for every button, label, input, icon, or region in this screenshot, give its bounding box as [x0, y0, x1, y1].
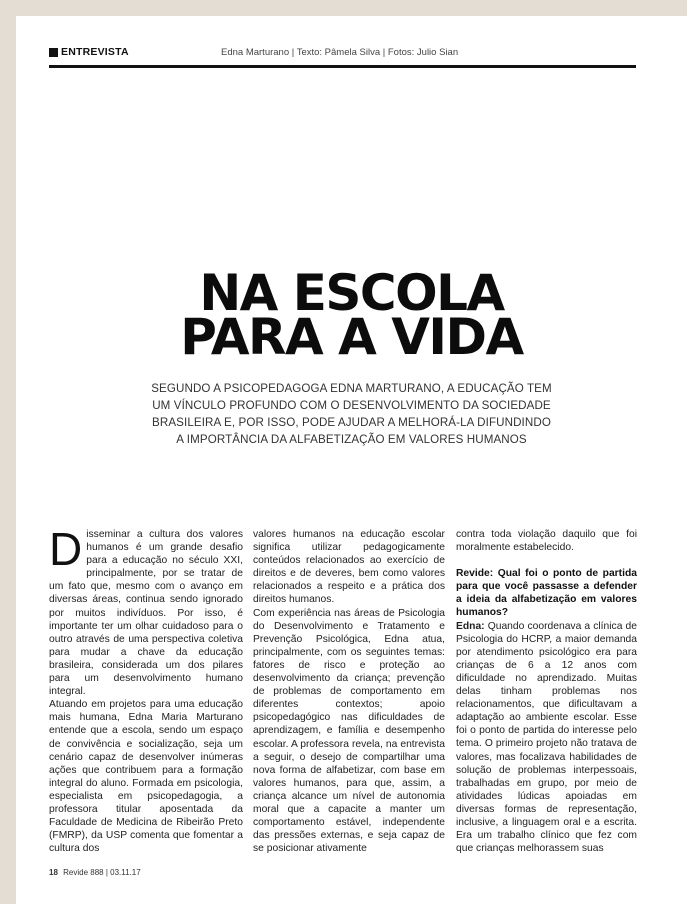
deck-line-4: A IMPORTÂNCIA DA ALFABETIZAÇÃO EM VALORES HUMANOS — [176, 433, 527, 446]
headline-line-2: PARA A VIDA — [180, 308, 523, 366]
answer-text: Quando coordenava a clínica de Psicologia do HCRP, a maior demanda por atendimento psicológico era para crianças de 6 a 12 anos com dificuldade no aprendizado. Muitas delas tinham problemas nos relacionamentos, que dificultavam a adaptação ao ambiente escolar. Esse foi o ponto de partida do interesse pelo tema. O primeiro projeto não tratava de valores, mas focalizava habilidades de solução de problemas interpessoais, trabalhadas em grupo, por meio de atividades lúdicas apoiadas em diversas formas de representação, inclusive, a linguagem oral e a escrita. Era um trabalho clínico que fez com que crianças melhorassem suas — [456, 620, 637, 855]
drop-cap: D — [49, 523, 83, 575]
publication-info: Revide 888 | 03.11.17 — [63, 868, 141, 877]
section-title: ENTREVISTA — [61, 46, 129, 58]
column-1 — [49, 523, 243, 855]
magazine-page — [16, 16, 687, 904]
headline-line-1: NA ESCOLA — [199, 264, 504, 322]
paragraph-1-text: isseminar a cultura dos valores humanos é um grande desafio para a educação no século XXI, principalmente, por se tratar de um fato que, mesmo com o avanço em diversas áreas, continua sendo ignorado por muitos indivíduos. Por isso, é importante ter um olhar cuidadoso para o outro através de uma perspectiva coletiva para mudar a chave da educação brasileira, considerada um dos pilares para um desenvolvimento humano integral. — [49, 529, 243, 698]
deck-line-1: SEGUNDO A PSICOPEDAGOGA EDNA MARTURANO, A EDUCAÇÃO TEM — [151, 382, 552, 395]
section-square-icon — [49, 48, 58, 57]
paragraph-5: contra toda violação daquilo que foi moralmente estabelecido. — [456, 529, 637, 554]
section-label — [49, 46, 129, 58]
header-rule — [49, 65, 636, 68]
paragraph-intro — [49, 523, 243, 698]
deck-line-2: UM VÍNCULO PROFUNDO COM O DESENVOLVIMENTO DA SOCIEDADE — [152, 399, 551, 412]
paragraph-2: Atuando em projetos para uma educação mais humana, Edna Maria Marturano entende que a escola, sendo um espaço de convivência e socialização, seja um cenário capaz de desenvolver inúmeras ações que contribuem para a formação integral do aluno. Formada em psicologia, especialista em psicopedagogia, a professora titular aposentada da Faculdade de Medicina de Ribeirão Preto (FMRP), da USP comenta que fomentar a cultura dos — [49, 699, 243, 855]
page-number: 18 — [49, 868, 58, 877]
deck — [16, 380, 687, 448]
answer-speaker: Edna: — [456, 620, 485, 632]
paragraph-4: Com experiência nas áreas de Psicologia do Desenvolvimento e Tratamento e Prevenção Psicológica, Edna atua, principalmente, com os seguintes temas: fatores de risco e proteção ao desenvolvimento da criança; prevenção de problemas de comportamento em diferentes contextos; apoio psicopedagógico nas dificuldades de aprendizagem, e família e desempenho escolar. A professora revela, na entrevista a seguir, o desejo de compartilhar uma nova forma de alfabetizar, com base em valores humanos, para que, assim, a criança alcance um nível de autonomia moral que a capacite a manter um comportamento estável, independente das pressões externas, e seja capaz de se posicionar ativamente — [253, 607, 445, 855]
interview-answer — [456, 620, 637, 856]
column-3 — [456, 528, 637, 855]
deck-line-3: BRASILEIRA E, POR ISSO, PODE AJUDAR A MELHORÁ-LA DIFUNDINDO — [152, 416, 551, 429]
headline — [16, 264, 687, 366]
page-header — [49, 46, 636, 66]
column-2 — [253, 528, 445, 855]
interview-question: Revide: Qual foi o ponto de partida para que você passasse a defender a ideia da alfabetização em valores humanos? — [456, 568, 637, 619]
paragraph-3: valores humanos na educação escolar significa utilizar pedagogicamente conteúdos relacionados ao exercício de direitos e de deveres, bem como valores relacionados a respeito e a prática dos direitos humanos. — [253, 529, 445, 606]
credits: Edna Marturano | Texto: Pâmela Silva | Fotos: Julio Sian — [221, 47, 459, 58]
page-footer — [49, 868, 141, 877]
